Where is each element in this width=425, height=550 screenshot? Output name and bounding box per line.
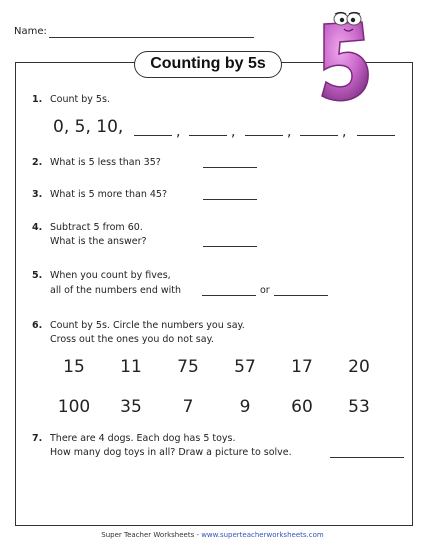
q5-number: 5.: [32, 270, 43, 281]
q1-blank-3[interactable]: [245, 135, 283, 136]
name-label: Name:: [14, 26, 47, 37]
q1-text: Count by 5s.: [50, 94, 110, 105]
footer-brand: Super Teacher Worksheets -: [101, 531, 202, 539]
q6-number-choice[interactable]: 60: [291, 397, 313, 417]
q4-number: 4.: [32, 222, 43, 233]
q7-number: 7.: [32, 433, 43, 444]
q7-answer-blank[interactable]: [330, 457, 404, 458]
q4-answer-blank[interactable]: [203, 246, 257, 247]
q1-sequence: 0, 5, 10,: [53, 117, 124, 137]
q1-comma: ,: [342, 124, 347, 140]
q6-number-choice[interactable]: 11: [120, 357, 142, 377]
q6-number-choice[interactable]: 15: [63, 357, 85, 377]
q6-number-choice[interactable]: 20: [348, 357, 370, 377]
q1-comma: ,: [287, 124, 292, 140]
q6-number-choice[interactable]: 57: [234, 357, 256, 377]
q4-line-1: Subtract 5 from 60.: [50, 222, 143, 233]
footer-link[interactable]: www.superteacherworksheets.com: [201, 531, 324, 539]
q6-number-choice[interactable]: 35: [120, 397, 142, 417]
q7-line-1: There are 4 dogs. Each dog has 5 toys.: [50, 433, 236, 444]
q7-line-2: How many dog toys in all? Draw a picture to solve.: [50, 447, 292, 458]
name-field[interactable]: [49, 37, 254, 38]
q1-number: 1.: [32, 94, 43, 105]
q1-blank-1[interactable]: [134, 135, 172, 136]
q6-number-choice[interactable]: 7: [182, 397, 194, 417]
q6-number-choice[interactable]: 75: [177, 357, 199, 377]
page-title: Counting by 5s: [134, 51, 282, 78]
q6-number-choice[interactable]: 17: [291, 357, 313, 377]
q2-number: 2.: [32, 157, 43, 168]
q5-line-2: all of the numbers end with: [50, 285, 182, 296]
q4-line-2: What is the answer?: [50, 236, 147, 247]
footer: [0, 531, 425, 539]
q3-number: 3.: [32, 189, 43, 200]
q6-line-2: Cross out the ones you do not say.: [50, 334, 214, 345]
number-five-mascot-icon: [310, 10, 372, 108]
q1-blank-5[interactable]: [357, 135, 395, 136]
q2-text: What is 5 less than 35?: [50, 157, 161, 168]
q3-text: What is 5 more than 45?: [50, 189, 168, 200]
q6-number-choice[interactable]: 100: [57, 397, 91, 417]
q5-or: or: [260, 285, 270, 296]
q1-comma: ,: [231, 124, 236, 140]
q6-line-1: Count by 5s. Circle the numbers you say.: [50, 320, 245, 331]
q6-number-choice[interactable]: 9: [239, 397, 251, 417]
q5-blank-2[interactable]: [274, 295, 328, 296]
q2-answer-blank[interactable]: [203, 167, 257, 168]
q3-answer-blank[interactable]: [203, 199, 257, 200]
q1-blank-2[interactable]: [189, 135, 227, 136]
q1-blank-4[interactable]: [300, 135, 338, 136]
q6-number: 6.: [32, 320, 43, 331]
q6-number-choice[interactable]: 53: [348, 397, 370, 417]
q5-line-1: When you count by fives,: [50, 270, 171, 281]
q1-comma: ,: [176, 124, 181, 140]
q5-blank-1[interactable]: [202, 295, 256, 296]
